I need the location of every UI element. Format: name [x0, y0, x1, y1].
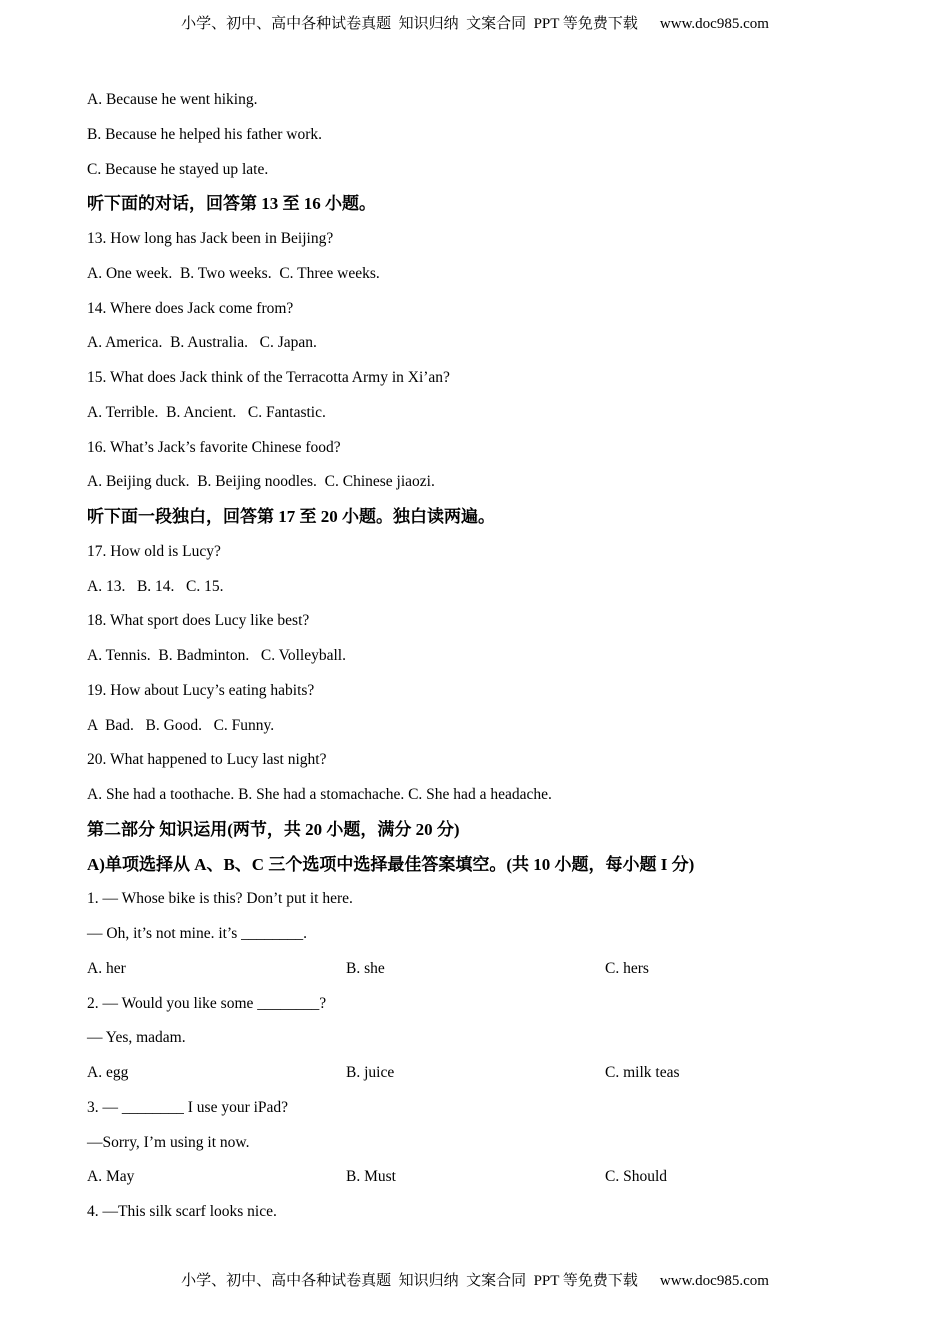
text-line: 2. — Would you like some ________?: [87, 994, 327, 1012]
text-line: A. Terrible. B. Ancient. C. Fantastic.: [87, 403, 326, 421]
text-line: C. Because he stayed up late.: [87, 160, 269, 178]
text-line: A Bad. B. Good. C. Funny.: [87, 716, 275, 734]
text-line: A. She had a toothache. B. She had a stomachache. C. She had a headache.: [87, 786, 552, 803]
text-line: 15. What does Jack think of the Terracotta Army in Xi’an?: [87, 369, 450, 386]
text-line: —Sorry, I’m using it now.: [87, 1133, 250, 1151]
text-line: A. Beijing duck. B. Beijing noodles. C. Chinese jiaozi.: [87, 473, 435, 491]
answer-options: [87, 957, 887, 992]
answer-option: A. egg: [87, 1064, 129, 1081]
answer-option: C. Should: [605, 1168, 668, 1186]
footer-text: 小学、初中、高中各种试卷真题 知识归纳 文案合同 PPT 等免费下载: [181, 1273, 638, 1289]
header-text: 小学、初中、高中各种试卷真题 知识归纳 文案合同 PPT 等免费下载: [181, 16, 638, 32]
text-line: — Oh, it’s not mine. it’s ________.: [87, 925, 308, 942]
page-header: [0, 12, 950, 33]
answer-option: A. May: [87, 1168, 135, 1186]
answer-options: [87, 1061, 887, 1096]
text-line: 18. What sport does Lucy like best?: [87, 612, 310, 630]
section-heading: A)单项选择从 A、B、C 三个选项中选择最佳答案填空。(共 10 小题，每小题 I 分): [87, 854, 695, 874]
answer-option: A. her: [87, 959, 126, 977]
document-body: [87, 88, 887, 1235]
text-line: A. 13. B. 14. C. 15.: [87, 577, 224, 595]
footer-url: www.doc985.com: [659, 1273, 769, 1289]
text-line: 16. What’s Jack’s favorite Chinese food?: [87, 438, 341, 456]
text-line: 13. How long has Jack been in Beijing?: [87, 230, 334, 247]
page-footer: [0, 1269, 950, 1290]
answer-option: B. juice: [346, 1064, 395, 1081]
text-line: A. One week. B. Two weeks. C. Three weeks.: [87, 264, 380, 282]
section-heading: 第二部分 知识运用(两节，共 20 小题，满分 20 分): [87, 819, 460, 839]
text-line: A. Tennis. B. Badminton. C. Volleyball.: [87, 647, 346, 664]
text-line: 1. — Whose bike is this? Don’t put it here.: [87, 890, 353, 908]
answer-option: B. Must: [346, 1168, 396, 1186]
header-url: www.doc985.com: [659, 16, 769, 32]
text-line: 17. How old is Lucy?: [87, 542, 221, 560]
answer-option: B. she: [346, 959, 385, 977]
text-line: B. Because he helped his father work.: [87, 125, 323, 143]
text-line: — Yes, madam.: [87, 1029, 186, 1047]
section-heading: 听下面的对话，回答第 13 至 16 小题。: [87, 194, 376, 214]
answer-option: C. hers: [605, 959, 649, 977]
text-line: A. Because he went hiking.: [87, 91, 258, 108]
text-line: 3. — ________ I use your iPad?: [87, 1098, 289, 1116]
answer-option: C. milk teas: [605, 1064, 680, 1081]
section-heading: 听下面一段独白，回答第 17 至 20 小题。独白读两遍。: [87, 507, 495, 526]
text-line: A. America. B. Australia. C. Japan.: [87, 334, 317, 352]
text-line: 20. What happened to Lucy last night?: [87, 751, 327, 769]
text-line: 14. Where does Jack come from?: [87, 299, 294, 317]
text-line: 19. How about Lucy’s eating habits?: [87, 681, 315, 699]
text-line: 4. —This silk scarf looks nice.: [87, 1203, 277, 1220]
answer-options: [87, 1165, 887, 1200]
